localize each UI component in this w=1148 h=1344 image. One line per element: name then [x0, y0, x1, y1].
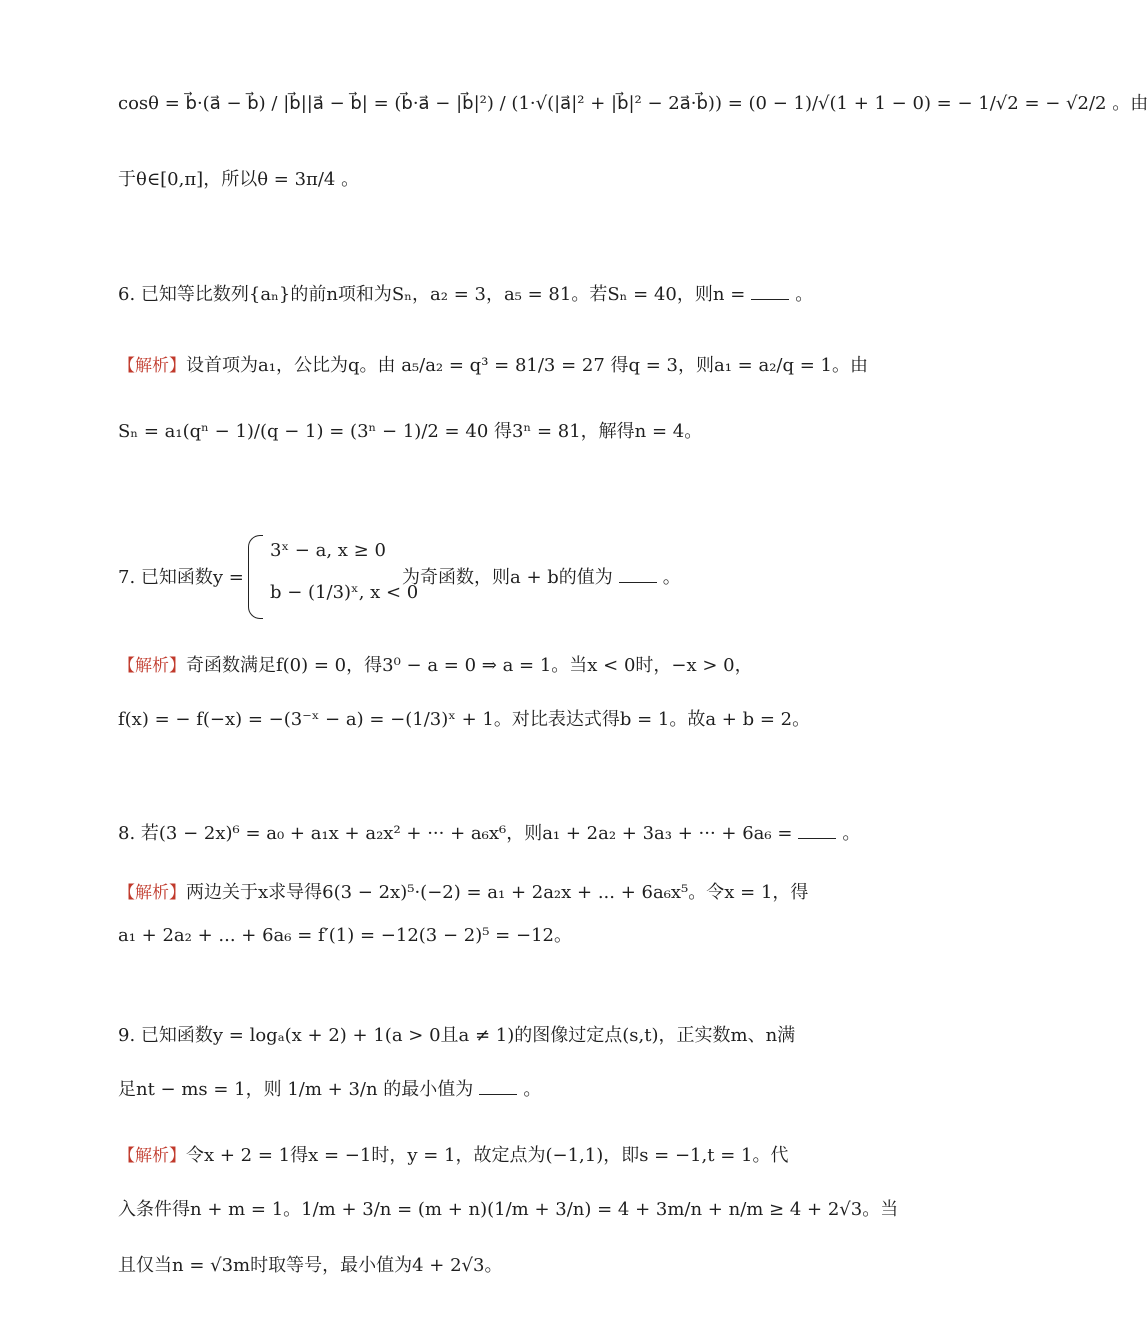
piecewise-case-2: b − (1/3)ˣ, x < 0 [270, 582, 419, 603]
answer-8-line-1: 【解析】两边关于x求导得6(3 − 2x)⁵·(−2) = a₁ + 2a₂x + ... + 6a₆x⁵。令x = 1，得 [118, 882, 809, 903]
answer-blank [798, 822, 836, 839]
answer-7-line-2: f(x) = − f(−x) = −(3⁻ˣ − a) = −(1/3)ˣ + 1。对比表达式得b = 1。故a + b = 2。 [118, 709, 811, 730]
question-8: 8. 若(3 − 2x)⁶ = a₀ + a₁x + a₂x² + ··· + a₆x⁶，则a₁ + 2a₂ + 3a₃ + ··· + 6a₆ = 。 [118, 823, 861, 844]
question-6-text: 6. 已知等比数列{aₙ}的前n项和为Sₙ，a₂ = 3，a₅ = 81。若Sₙ = 40，则n = [118, 284, 746, 305]
question-7-prefix: 7. 已知函数y = [118, 567, 244, 588]
analysis-tag: 【解析】 [118, 1146, 186, 1166]
question-9-line-1: 9. 已知函数y = logₐ(x + 2) + 1(a > 0且a ≠ 1)的图像过定点(s,t)，正实数m、n满 [118, 1025, 796, 1046]
analysis-tag: 【解析】 [118, 883, 186, 903]
answer-8-line-2: a₁ + 2a₂ + ... + 6a₆ = f′(1) = −12(3 − 2)⁵ = −12。 [118, 925, 572, 946]
answer-9-line-2: 入条件得n + m = 1。1/m + 3/n = (m + n)(1/m + 3/n) = 4 + 3m/n + n/m ≥ 4 + 2√3。当 [118, 1199, 899, 1220]
question-6: 6. 已知等比数列{aₙ}的前n项和为Sₙ，a₂ = 3，a₅ = 81。若Sₙ = 40，则n = 。 [118, 284, 814, 305]
theta-conclusion: 于θ∈[0,π]，所以θ = 3π/4 。 [118, 169, 360, 190]
answer-blank [479, 1078, 517, 1095]
analysis-tag: 【解析】 [118, 656, 186, 676]
question-9-line-2: 足nt − ms = 1，则 1/m + 3/n 的最小值为 。 [118, 1079, 542, 1100]
answer-blank [619, 566, 657, 583]
question-7-suffix: 为奇函数，则a + b的值为 。 [402, 567, 681, 588]
answer-6-line-2: Sₙ = a₁(qⁿ − 1)/(q − 1) = (3ⁿ − 1)/2 = 40 得3ⁿ = 81，解得n = 4。 [118, 421, 703, 442]
answer-blank [751, 283, 789, 300]
answer-6-line-1: 【解析】设首项为a₁，公比为q。由 a₅/a₂ = q³ = 81/3 = 27 得q = 3，则a₁ = a₂/q = 1。由 [118, 355, 868, 376]
piecewise-case-1: 3ˣ − a, x ≥ 0 [270, 540, 386, 561]
cos-theta-derivation: cosθ = b⃗·(a⃗ − b⃗) / |b⃗||a⃗ − b⃗| = (b⃗·a⃗ − |b⃗|²) / (1·√(|a⃗|² + |b⃗|² − 2a⃗·b⃗)) = (0 − 1)/√(1 + 1 − 0) = − 1/√2 = − √2/2 。由 [118, 93, 1148, 114]
analysis-tag: 【解析】 [118, 356, 186, 376]
piecewise-brace [248, 535, 263, 619]
answer-9-line-3: 且仅当n = √3m时取等号，最小值为4 + 2√3。 [118, 1255, 503, 1276]
answer-7-line-1: 【解析】奇函数满足f(0) = 0，得3⁰ − a = 0 ⇒ a = 1。当x < 0时，−x > 0， [118, 655, 753, 676]
answer-9-line-1: 【解析】令x + 2 = 1得x = −1时，y = 1，故定点为(−1,1)，即s = −1,t = 1。代 [118, 1145, 789, 1166]
